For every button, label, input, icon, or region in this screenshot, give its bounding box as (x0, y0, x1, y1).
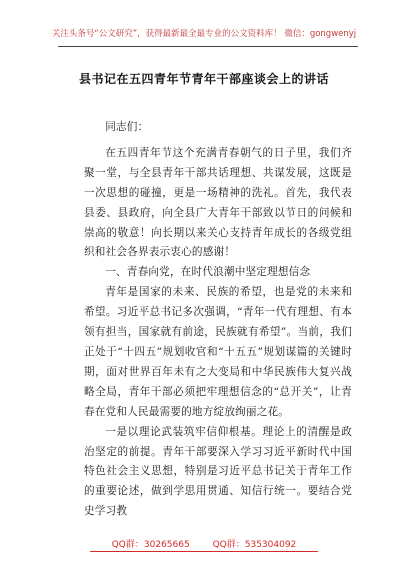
paragraph-youth: 青年是国家的未来、民族的希望，也是党的未来和希望。习近平总书记多次强调，“青年一代有理想、有本领有担当，国家就有前途，民族就有希望”。当前，我们正处于“十四五”规划收官和“十五五”规划谋篇的关键时期，面对世界百年未有之大变局和中华民族伟大复兴战略全局，青年干部必须把牢理想信念的“总开关”，让青春在党和人民最需要的地方绽放绚丽之花。 (84, 286, 352, 418)
document-body (84, 118, 352, 542)
header-divider (58, 46, 358, 47)
qq-group-2: QQ群：535304092 (212, 540, 297, 550)
document-title: 县书记在五四青年节青年干部座谈会上的讲话 (78, 72, 329, 86)
footer-qq-groups (0, 537, 408, 550)
section-heading: 一、青春向党，在时代浪潮中坚定理想信念 (105, 266, 311, 279)
salutation: 同志们： (105, 121, 149, 133)
footer-divider (90, 551, 318, 552)
header-notice: 关注头条号“公文研究”，获得最新最全最专业的公文资料库！ 微信：gongwenyj (51, 29, 357, 39)
qq-group-1: QQ群：30265665 (111, 540, 190, 550)
paragraph-theory: 一是以理论武装筑牢信仰根基。理论上的清醒是政治坚定的前提。青年干部要深入学习习近平新时代中国特色社会主义思想，特别是习近平总书记关于青年工作的重要论述，做到学思用贯通、知信行统一。要结合党史学习教 (84, 425, 352, 518)
paragraph-intro: 在五四青年节这个充满青春朝气的日子里，我们齐聚一堂，与全县青年干部共话理想、共谋发展，这既是一次思想的碰撞，更是一场精神的洗礼。首先，我代表县委、县政府，向全县广大青年干部致以节日的问候和崇高的敬意！向长期以来关心支持青年成长的各级党组织和社会各界表示衷心的感谢！ (84, 146, 352, 259)
